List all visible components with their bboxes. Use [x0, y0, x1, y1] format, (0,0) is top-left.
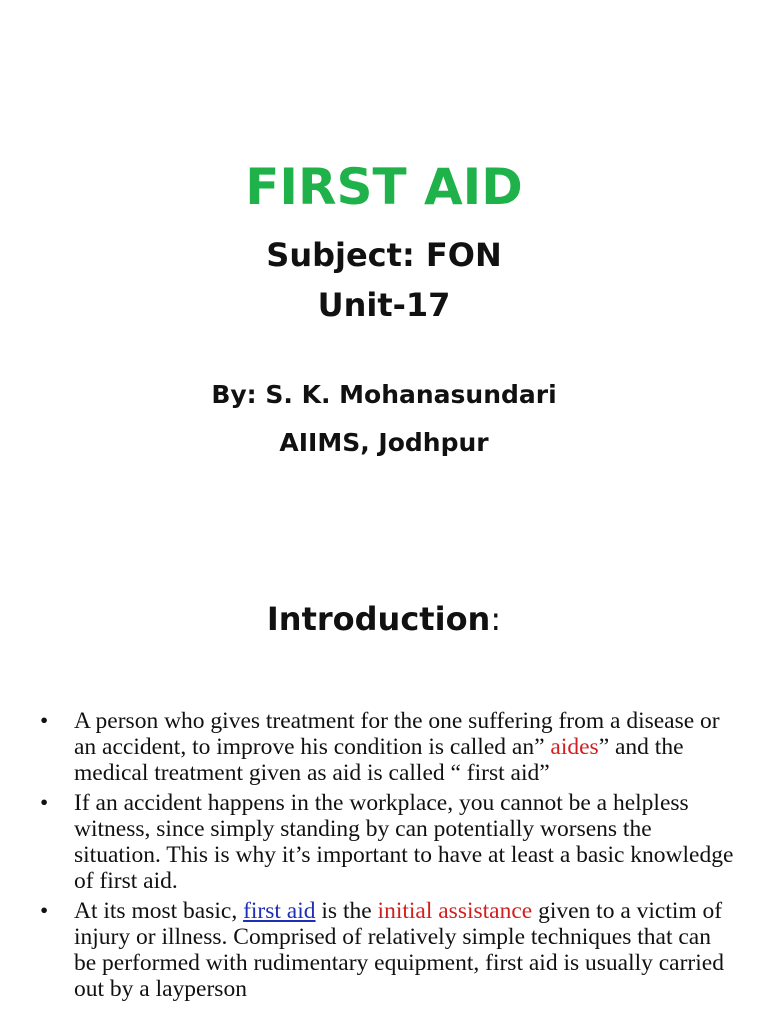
highlight-text: initial assistance	[377, 898, 533, 924]
bullet-text: ” and the medical treatment given as aid is called “ first aid”	[74, 734, 684, 786]
bullet-text: If an accident happens in the workplace, you cannot be a helpless witness, since simply standing by can potentially worsens the situation. This is why it’s important to have at least a basic knowledge of first aid.	[74, 790, 734, 894]
bullet-dot: •	[40, 790, 49, 816]
author-line: By: S. K. Mohanasundari	[211, 380, 557, 409]
slide-title: FIRST AID	[245, 158, 523, 216]
bullet-text: A person who gives treatment for the one suffering from a disease or an accident, to improve his condition is called an”	[74, 708, 720, 760]
unit-line: Unit-17	[317, 286, 451, 324]
bullet-dot: •	[40, 708, 49, 734]
bullet-dot: •	[40, 898, 49, 924]
bullet-text: At its most basic,	[74, 898, 244, 924]
bullet-text: is the	[315, 898, 378, 924]
introduction-heading-colon: :	[490, 600, 502, 638]
introduction-heading-text: Introduction	[266, 600, 491, 638]
bullet-text: given to a victim of injury or illness. Comprised of relatively simple techniques that can be performed with rudimentary equipment, first aid is usually carried out by a layperson	[74, 898, 724, 1002]
introduction-bullet-list	[36, 708, 736, 1006]
bullet-item	[36, 898, 736, 1002]
first-aid-link[interactable]: first aid	[243, 898, 316, 924]
highlight-text: aides	[544, 734, 599, 760]
subject-line: Subject: FON	[266, 236, 502, 274]
bullet-item	[36, 790, 736, 894]
bullet-item	[36, 708, 736, 786]
organization-line: AIIMS, Jodhpur	[279, 428, 489, 457]
introduction-heading	[0, 600, 768, 638]
